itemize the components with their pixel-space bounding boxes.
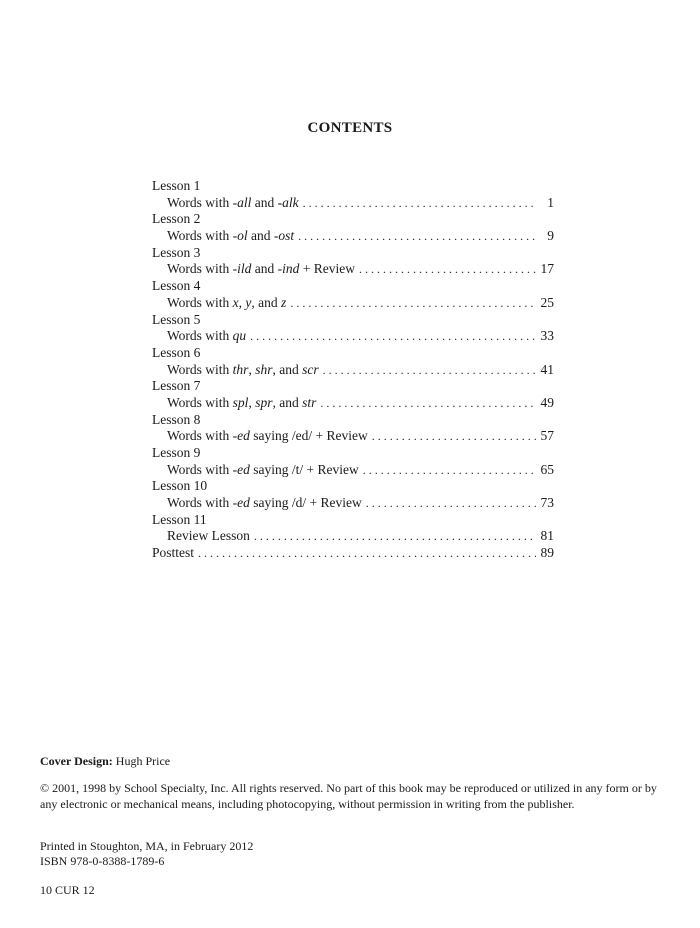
toc-dot-leader — [194, 545, 536, 562]
toc-entry — [152, 528, 554, 545]
toc-entry-title — [167, 328, 246, 345]
toc-entry-title-part: and — [247, 228, 274, 244]
toc-entry-title-italic: thr — [232, 361, 249, 377]
toc-entry-title-italic: shr — [255, 361, 273, 377]
toc-entry — [152, 295, 554, 312]
toc-entry-title-italic: scr — [302, 361, 319, 377]
toc-entry-title — [167, 228, 294, 245]
toc-entry-title-part: Words with — [167, 428, 233, 444]
toc-dot-leader — [355, 261, 536, 278]
toc-dot-leader — [286, 295, 536, 312]
toc-entry-title-italic: -ed — [232, 428, 250, 444]
toc-entry-title-part: Words with — [167, 328, 233, 344]
toc-entry-title-part: and — [251, 194, 278, 210]
toc-entry-title-part: Words with — [167, 394, 233, 410]
toc-entry-title-italic: -ed — [232, 461, 250, 477]
toc-page-number: 25 — [540, 294, 554, 310]
toc-entry-title — [167, 362, 319, 379]
toc-lesson-heading: Lesson 2 — [152, 211, 201, 227]
toc-entry-title — [167, 395, 316, 412]
toc-lesson-heading: Lesson 11 — [152, 511, 207, 527]
toc-entry-title-part: Words with — [167, 294, 233, 310]
toc-entry-title-part: saying /d/ + Review — [249, 495, 362, 511]
toc-page-number: 1 — [547, 194, 554, 210]
toc-entry — [152, 195, 554, 212]
toc-entry-title-part: , — [248, 361, 256, 377]
toc-entry-title — [167, 261, 355, 278]
toc-entry — [152, 395, 554, 412]
toc-entry-title-italic: -ost — [273, 228, 295, 244]
toc-entry — [152, 428, 554, 445]
toc-page-number: 81 — [540, 528, 554, 544]
toc-entry-title-part: Words with — [167, 261, 233, 277]
toc-page-number: 9 — [547, 228, 554, 244]
toc-page-number: 33 — [540, 328, 554, 344]
toc-entry-title-part: Words with — [167, 228, 233, 244]
toc-dot-leader — [316, 395, 536, 412]
toc-entry-title-part: , — [238, 294, 246, 310]
toc-entry-title-italic: qu — [232, 328, 247, 344]
toc-lesson-heading: Lesson 10 — [152, 478, 208, 494]
toc-dot-leader — [359, 462, 536, 479]
toc-entry-title-part: , — [248, 394, 256, 410]
toc-entry-title-italic: -alk — [277, 194, 299, 210]
toc-entry-title-italic: x — [232, 294, 239, 310]
copyright-notice: © 2001, 1998 by School Specialty, Inc. All rights reserved. No part of this book may be reproduced or utilized in any form or by any electronic or mechanical means, including photocopying, without permission in writing from the publisher. — [40, 781, 657, 811]
toc-entry — [152, 261, 554, 278]
isbn: ISBN 978-0-8388-1789-6 — [40, 854, 165, 868]
toc-dot-leader — [246, 328, 536, 345]
cover-design-credit — [40, 754, 660, 770]
toc-entry-title-part: + Review — [299, 261, 356, 277]
toc-entry-title-italic: spr — [255, 394, 273, 410]
toc-entry-title-italic: z — [281, 294, 287, 310]
toc-lesson-heading: Lesson 7 — [152, 378, 201, 394]
toc-entry-title — [167, 528, 250, 545]
toc-entry-title-part: Words with — [167, 194, 233, 210]
toc-lesson-heading: Lesson 4 — [152, 278, 201, 294]
toc-posttest-label: Posttest — [152, 545, 195, 561]
toc-entry-title — [167, 295, 286, 312]
toc-lesson-heading: Lesson 1 — [152, 178, 201, 193]
toc-entry-title-part: , and — [272, 361, 303, 377]
toc-entry-title-part: , and — [251, 294, 282, 310]
toc-page-number: 49 — [540, 394, 554, 410]
cover-design-value: Hugh Price — [112, 754, 171, 768]
toc-posttest-entry — [152, 545, 554, 562]
toc-entry-title-italic: spl — [232, 394, 249, 410]
contents-title: CONTENTS — [307, 120, 393, 136]
toc-entry-title — [167, 195, 299, 212]
toc-entry-title-italic: str — [302, 394, 317, 410]
toc-lesson-heading: Lesson 5 — [152, 311, 201, 327]
toc-page-number: 57 — [540, 428, 554, 444]
toc-entry-title-italic: -ed — [232, 495, 250, 511]
toc-entry-title-italic: -all — [232, 194, 252, 210]
toc-entry-title-part: , and — [272, 394, 303, 410]
toc-entry-title-part: Review Lesson — [167, 528, 250, 544]
print-code: 10 CUR 12 — [40, 883, 95, 897]
toc-entry-title-italic: -ild — [232, 261, 252, 277]
toc-entry — [152, 228, 554, 245]
toc-entry-title-part: saying /ed/ + Review — [249, 428, 368, 444]
toc-page-number: 65 — [540, 461, 554, 477]
toc-entry-title-part: saying /t/ + Review — [249, 461, 359, 477]
toc-lesson-heading: Lesson 9 — [152, 445, 201, 460]
toc-dot-leader — [299, 195, 536, 212]
toc-page-number: 73 — [540, 495, 554, 511]
toc-entry-title-part: and — [251, 261, 278, 277]
toc-page-number: 89 — [540, 545, 554, 561]
toc-lesson-heading: Lesson 3 — [152, 244, 201, 260]
toc-entry-title — [167, 495, 362, 512]
toc-entry — [152, 362, 554, 379]
toc-entry-title-italic: -ol — [232, 228, 248, 244]
toc-entry — [152, 462, 554, 479]
toc-entry — [152, 495, 554, 512]
toc-entry-title-part: Words with — [167, 461, 233, 477]
toc-page-number: 17 — [540, 261, 554, 277]
toc-entry-title-part: Words with — [167, 495, 233, 511]
toc-dot-leader — [294, 228, 536, 245]
toc-dot-leader — [250, 528, 536, 545]
toc-page-number: 41 — [540, 361, 554, 377]
toc-entry-title — [167, 462, 359, 479]
cover-design-label: Cover Design: — [40, 754, 113, 768]
toc-lesson-heading: Lesson 8 — [152, 411, 201, 427]
toc-lesson-heading: Lesson 6 — [152, 344, 201, 360]
toc-dot-leader — [319, 362, 536, 379]
toc-entry-title — [167, 428, 368, 445]
printed-location: Printed in Stoughton, MA, in February 2012 — [40, 839, 254, 853]
toc-entry-title-italic: -ind — [277, 261, 300, 277]
table-of-contents — [152, 178, 554, 562]
toc-entry-title-italic: y — [245, 294, 252, 310]
toc-entry-title-part: Words with — [167, 361, 233, 377]
toc-dot-leader — [368, 428, 536, 445]
toc-entry — [152, 328, 554, 345]
toc-dot-leader — [362, 495, 536, 512]
